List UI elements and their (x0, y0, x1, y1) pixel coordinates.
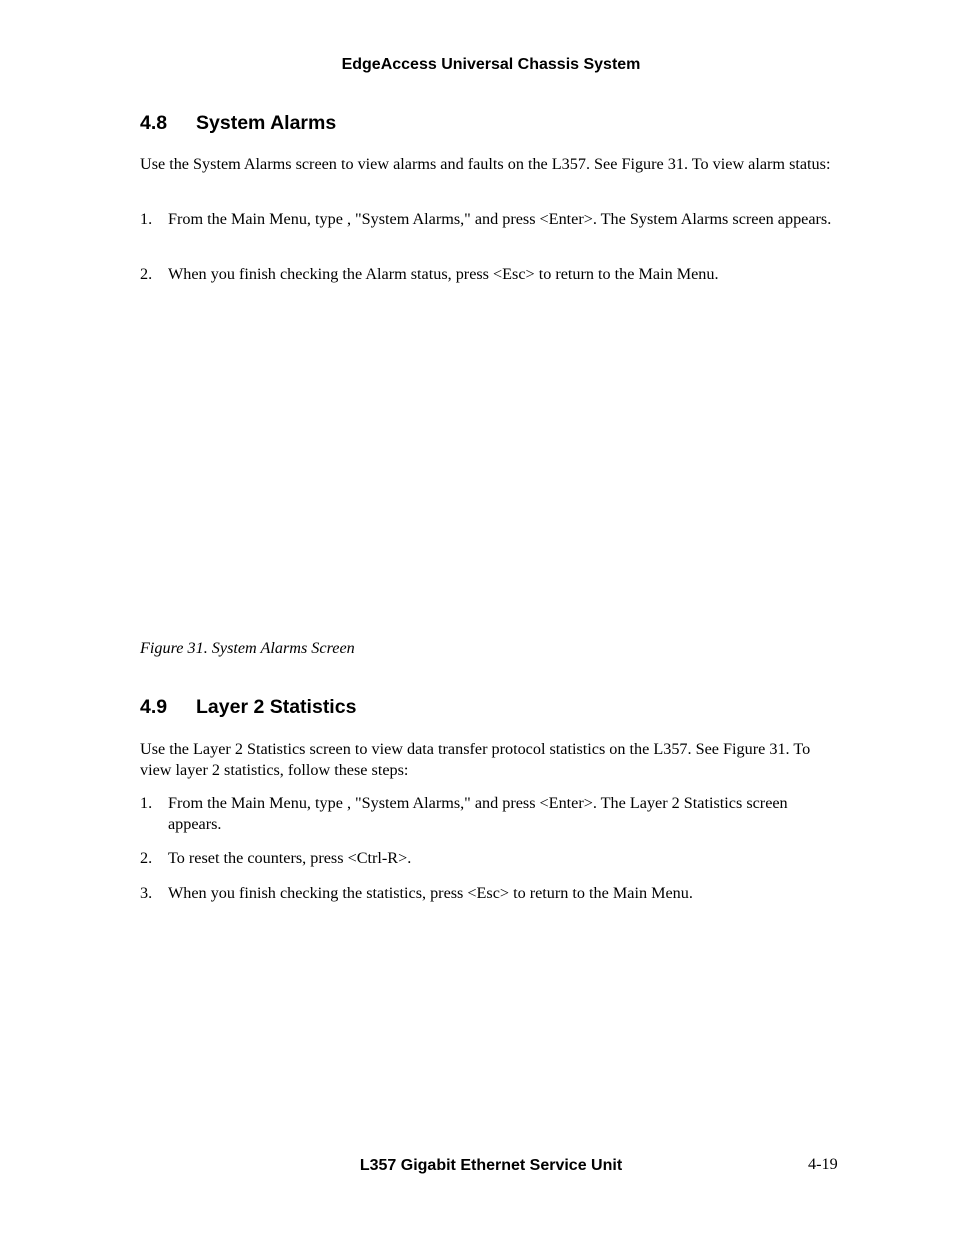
section-heading-layer-2-statistics (140, 696, 356, 719)
section-title: System Alarms (196, 112, 337, 134)
step-number: 2. (140, 849, 153, 867)
step-text: When you finish checking the Alarm status, press <Esc> to return to the Main Menu. (168, 265, 719, 283)
figure-placeholder (140, 300, 845, 630)
section-number: 4.8 (140, 112, 168, 134)
section-heading-system-alarms (140, 112, 336, 135)
page-number: 4-19 (808, 1155, 838, 1173)
section-number: 4.9 (140, 696, 168, 718)
step-number: 1. (140, 210, 153, 228)
step-text: When you finish checking the statistics, press <Esc> to return to the Main Menu. (168, 884, 693, 902)
step-text: To reset the counters, press <Ctrl-R>. (168, 849, 412, 867)
list-item (140, 209, 845, 230)
figure-caption: Figure 31. System Alarms Screen (140, 639, 355, 657)
section-intro: Use the System Alarms screen to view alarms and faults on the L357. See Figure 31. To view alarm status: (140, 155, 831, 173)
list-item (140, 848, 845, 869)
step-number: 2. (140, 265, 153, 283)
list-item (140, 264, 845, 285)
section-intro: Use the Layer 2 Statistics screen to view data transfer protocol statistics on the L357. See Figure 31. To view layer 2 statistics, follow these steps: (140, 740, 811, 779)
step-text: From the Main Menu, type , "System Alarms," and press <Enter>. The System Alarms screen appears. (168, 210, 832, 228)
step-text: From the Main Menu, type , "System Alarms," and press <Enter>. The Layer 2 Statistics screen appears. (168, 794, 788, 833)
list-item (140, 793, 845, 834)
step-number: 3. (140, 884, 153, 902)
list-item (140, 883, 845, 904)
footer-title: L357 Gigabit Ethernet Service Unit (359, 1157, 623, 1174)
running-header: EdgeAccess Universal Chassis System (341, 56, 641, 73)
step-number: 1. (140, 794, 153, 812)
section-title: Layer 2 Statistics (196, 696, 357, 718)
